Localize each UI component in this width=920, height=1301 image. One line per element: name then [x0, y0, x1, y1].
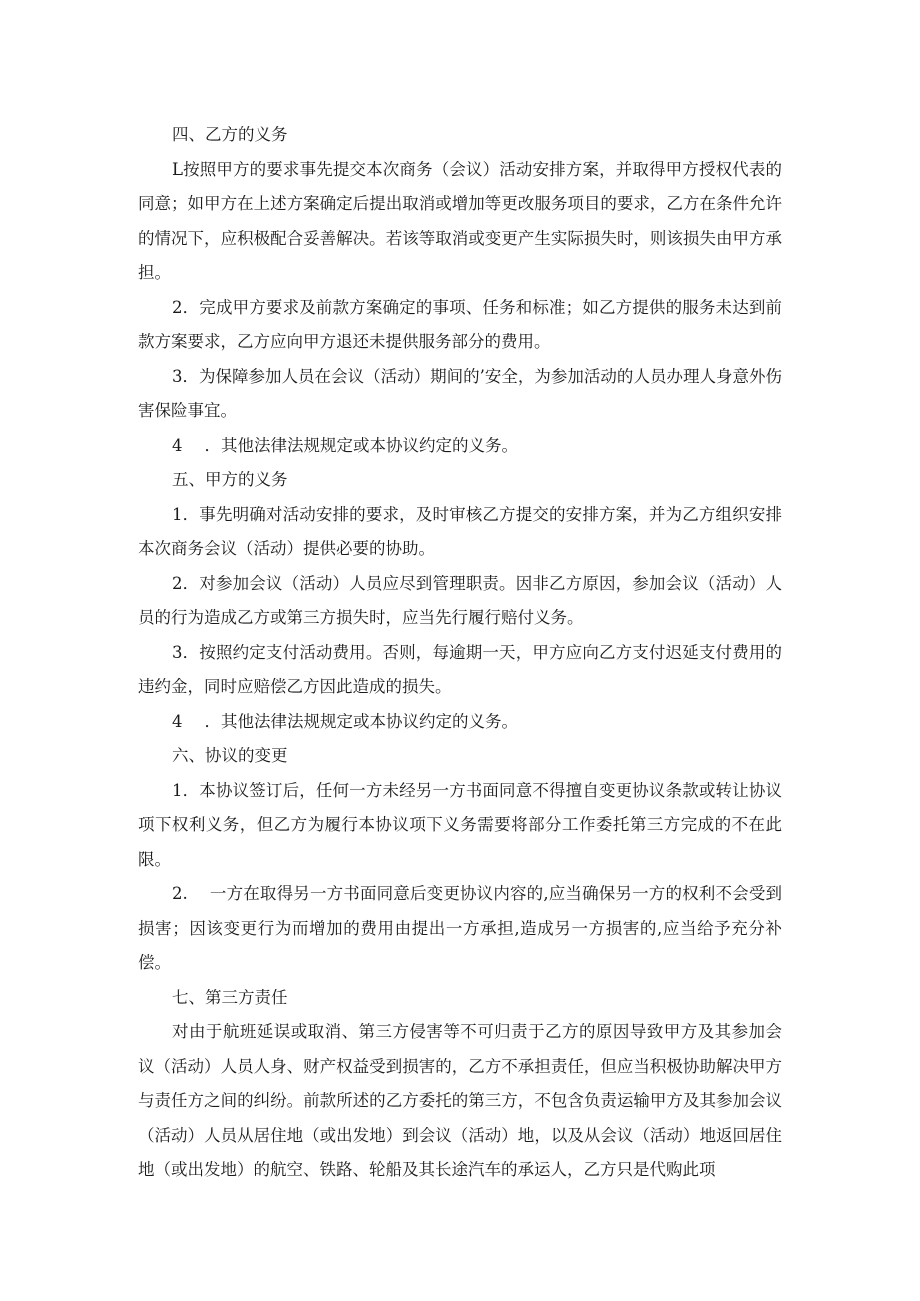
clause-paragraph: [138, 360, 782, 429]
clause-number: 2.: [172, 884, 188, 903]
clause-number: 1: [172, 780, 183, 800]
clause-paragraph: [138, 429, 782, 464]
clause-text: 一方在取得另一方书面同意后变更协议内容的,应当确保另一方的权利不会受到损害；因该变更行为而增加的费用由提出一方承担,造成另一方损害的,应当给予充分补偿。: [138, 884, 782, 972]
clause-text: L按照甲方的要求事先提交本次商务（会议）活动安排方案，并取得甲方授权代表的同意；如甲方在上述方案确定后提出取消或增加等更改服务项目的要求，乙方在条件允许的情况下，应积极配合妥善解决。若该等取消或变更产生实际损失时，则该损失由甲方承担。: [138, 159, 782, 282]
clause-text: ．本协议签订后，任何一方未经另一方书面同意不得擅自变更协议条款或转让协议项下权利义务，但乙方为履行本协议项下义务需要将部分工作委托第三方完成的不在此限。: [138, 780, 782, 869]
clause-paragraph: [138, 774, 782, 878]
clause-text: ．完成甲方要求及前款方案确定的事项、任务和标准；如乙方提供的服务未达到前款方案要求，乙方应向甲方退还未提供服务部分的费用。: [138, 297, 782, 351]
clause-paragraph: [138, 705, 782, 740]
clause-paragraph: [138, 877, 782, 981]
clause-paragraph: [138, 1015, 782, 1188]
section-heading: 五、甲方的义务: [172, 470, 288, 489]
clause-paragraph: [138, 498, 782, 567]
clause-paragraph: [138, 153, 782, 291]
clause-number: 4: [172, 435, 183, 455]
clause-number: 2: [172, 297, 183, 317]
clause-text: ．其他法律法规规定或本协议约定的义务。: [204, 711, 518, 731]
section-heading: 六、协议的变更: [172, 746, 288, 765]
section-heading: 七、第三方责任: [172, 987, 288, 1007]
clause-paragraph: [138, 291, 782, 360]
clause-number: 3: [172, 366, 183, 386]
document-body: [138, 118, 782, 1188]
clause-text: ．其他法律法规规定或本协议约定的义务。: [204, 435, 518, 455]
clause-text: ．为保障参加人员在会议（活动）期间的’安全，为参加活动的人员办理人身意外伤害保险事宜。: [138, 366, 782, 420]
clause-text: ．对参加会议（活动）人员应尽到管理职责。因非乙方原因，参加会议（活动）人员的行为造成乙方或第三方损失时，应当先行履行赔付义务。: [138, 573, 782, 627]
clause-number: 3: [172, 642, 183, 662]
clause-text: 对由于航班延误或取消、第三方侵害等不可归责于乙方的原因导致甲方及其参加会议（活动）人员人身、财产权益受到损害的，乙方不承担责任，但应当积极协助解决甲方与责任方之间的纠纷。前款所述的乙方委托的第三方，不包含负责运输甲方及其参加会议（活动）人员从居住地（或出发地）到会议（活动）地，以及从会议（活动）地返回居住地（或出发地）的航空、铁路、轮船及其长途汽车的承运人，乙方只是代购此项: [138, 1022, 782, 1179]
clause-paragraph: [138, 636, 782, 705]
clause-text: ．事先明确对活动安排的要求，及时审核乙方提交的安排方案，并为乙方组织安排本次商务会议（活动）提供必要的协助。: [138, 504, 782, 558]
clause-text: ．按照约定支付活动费用。否则，每逾期一天，甲方应向乙方支付迟延支付费用的违约金，同时应赔偿乙方因此造成的损失。: [138, 642, 782, 696]
clause-number: 2: [172, 573, 183, 593]
clause-number: 1: [172, 504, 183, 524]
clause-paragraph: [138, 567, 782, 636]
clause-number: 4: [172, 711, 183, 731]
section-heading: 四、乙方的义务: [172, 125, 288, 144]
